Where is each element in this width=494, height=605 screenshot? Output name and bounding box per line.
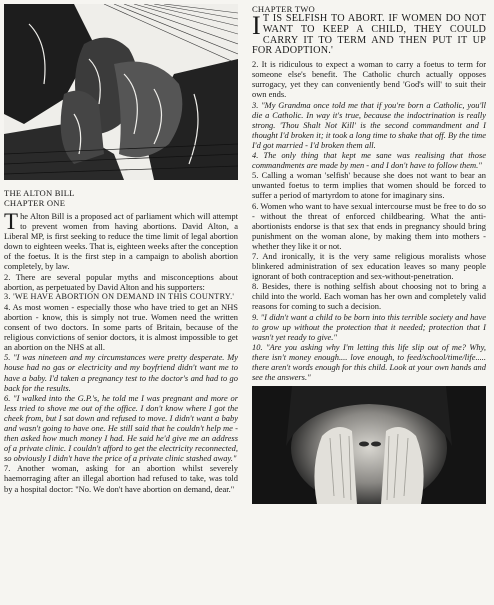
paragraph-r7: 7. And ironically, it is the very same religious moralists whose blinkered administration of sex education leaves so many people ignorant of both contraception and sex-without-penetration. bbox=[252, 250, 486, 282]
chapter-two-title: CHAPTER TWO bbox=[252, 4, 315, 14]
intro-dropcap: T bbox=[4, 209, 19, 234]
paragraph-r2: 2. It is ridiculous to expect a woman to carry a foetus to term for someone else's benefit. The Catholic church actually opposes surrogacy, yet they can conveniently bend 'God's will' to suit their own ends. bbox=[252, 59, 486, 100]
paragraph-r5: 5. Calling a woman 'selfish' because she does not want to bear an unwanted foetus to term implies that women should be forced to suffer a period of martyrdom to atone for imaginary sins. bbox=[252, 170, 486, 201]
intro-paragraph bbox=[4, 211, 238, 272]
paragraph-r4-quote: 4. The only thing that kept me sane was realising that those commandments are made by men - and I don't have to follow them." bbox=[252, 150, 486, 171]
paragraph-r10-quote: 10. "Are you asking why I'm letting this life slip out of me? Why, there isn't money enough.... love enough, to feed/school/time/life..... there aren't words enough for this child. Look at your own hands and see the answers." bbox=[252, 341, 486, 383]
paragraph-r3-quote: 3. "My Grandma once told me that if you're born a Catholic, you'll die a Catholic. In way it's true, because the indoctrination is really strong. 'Thou Shalt Not Kill' is the second commandment and I thought I'd broken it; it took a long time to shake that off. By the time I'd got married - I'd broken them all. bbox=[252, 99, 486, 150]
paragraph-7: 7. Another woman, asking for an abortion whilst severely haemorraging after an illegal abortion had refused to take, was told by a hospital doctor: "No. We don't have abortion on demand, dear." bbox=[4, 463, 238, 494]
paragraph-5-quote: 5. "I was nineteen and my circumstances were pretty desperate. My house had no gas or electricity and my boyfriend didn't want me to have a baby. I'd taken a pregnancy test to the doctor's and had to go back for the results. bbox=[4, 352, 238, 393]
woodcut-illustration bbox=[4, 4, 238, 180]
paragraph-r6: 6. Women who want to have sexual intercourse must be free to do so - without the threat of enforced childbearing. What the anti-abortionists endorse is that sex that ends in pregnancy should bring punishment on the woman alone, by making them into mothers - whether they like it or not. bbox=[252, 200, 486, 251]
lead-dropcap: I bbox=[252, 11, 261, 40]
paragraph-3: 3. 'WE HAVE ABORTION ON DEMAND IN THIS COUNTRY.' bbox=[4, 291, 235, 301]
chapter-one-title: CHAPTER ONE bbox=[4, 198, 66, 208]
paragraph-2: 2. There are several popular myths and misconceptions about abortion, as perpetuated by David Alton and his supporters: bbox=[4, 271, 238, 292]
intro-text: he Alton Bill is a proposed act of parliament which will attempt to prevent women from having abortions. David Alton, a Liberal MP, is first seeking to reduce the time limit of legal abortion down to eighteen weeks. That is, eighteen weeks after the conception of the foetus. It is the first step in a campaign to abolish abortion completely, by law. bbox=[4, 211, 238, 272]
chapter-two-lead bbox=[252, 11, 486, 57]
lead-text: T IS SELFISH TO ABORT. IF WOMEN DO NOT WANT TO KEEP A CHILD, THEY COULD CARRY IT TO TERM AND THEN PUT IT UP FOR ADOPTION.' bbox=[252, 13, 486, 57]
bill-title: THE ALTON BILL bbox=[4, 188, 75, 198]
paragraph-r9-quote: 9. "I didn't want a child to be born into this terrible society and have to grow up without the protection that it needed; protection that I wasn't yet ready to give." bbox=[252, 311, 486, 342]
left-column bbox=[4, 4, 238, 494]
paragraph-6-quote: 6. "I walked into the G.P.'s, he told me I was pregnant and more or less tried to shove me out of the office. I don't know where I got the cheek from, but I sat down and refused to move. I didn't want a baby and wasn't going to have one. He still said that he couldn't help me - then asked how much money I had. He said he'd give me an address of a private clinic. I couldn't afford to get the electricity reconnected, so obviously I didn't have the price of a private clinic stashed away." bbox=[4, 392, 238, 464]
hands-over-face-photo bbox=[252, 386, 486, 504]
paragraph-r8: 8. Besides, there is nothing selfish about choosing not to bring a child into the world. Each woman has her own and completely valid reasons for coming to such a decision. bbox=[252, 281, 486, 312]
right-column bbox=[252, 4, 486, 504]
paragraph-4: 4. As most women - especially those who have tried to get an NHS abortion - know, this is simply not true. Women need the written consent of two doctors. In some parts of Britain, because of the religious convictions of senior doctors, it is almost impossible to get an abortion on the NHS at all. bbox=[4, 301, 238, 353]
